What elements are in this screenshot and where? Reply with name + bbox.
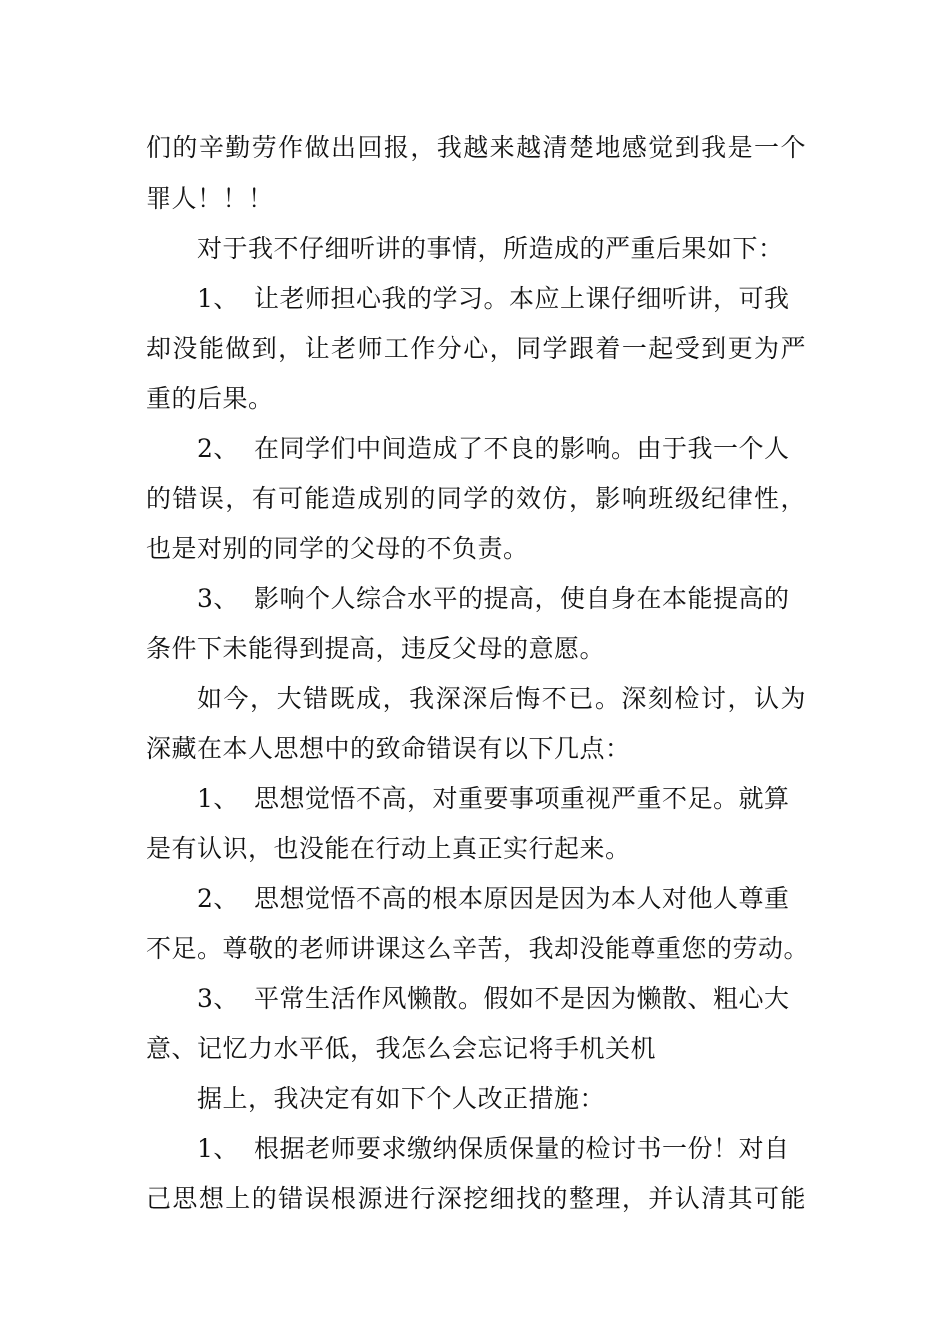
list-number: 2、 [197, 884, 239, 913]
text-line: 也是对别的同学的父母的不负责。 [146, 534, 529, 563]
text-line: 对于我不仔细听讲的事情，所造成的严重后果如下： [197, 234, 784, 263]
text-line: 是有认识，也没能在行动上真正实行起来。 [146, 834, 631, 863]
text-line: 条件下未能得到提高，违反父母的意愿。 [146, 634, 606, 663]
list-text: 让老师担心我的学习。本应上课仔细听讲，可我 [254, 284, 790, 313]
list-text: 平常生活作风懒散。假如不是因为懒散、粗心大 [254, 984, 790, 1013]
text-line: 重的后果。 [146, 384, 274, 413]
list-item [197, 979, 806, 1019]
list-item [197, 579, 806, 619]
list-number: 3、 [197, 584, 239, 613]
text-line: 意、记忆力水平低，我怎么会忘记将手机关机 [146, 1034, 657, 1063]
list-item [197, 1129, 806, 1169]
list-text: 在同学们中间造成了不良的影响。由于我一个人 [254, 434, 790, 463]
text-line: 深藏在本人思想中的致命错误有以下几点： [146, 734, 631, 763]
text-line: 如今，大错既成，我深深后悔不已。深刻检讨，认为 [197, 684, 806, 713]
list-text: 影响个人综合水平的提高，使自身在本能提高的 [254, 584, 790, 613]
text-line: 的错误，有可能造成别的同学的效仿，影响班级纪律性， [146, 484, 806, 513]
text-line: 们的辛勤劳作做出回报，我越来越清楚地感觉到我是一个 [146, 133, 806, 162]
list-text: 思想觉悟不高，对重要事项重视严重不足。就算 [254, 784, 790, 813]
list-item [197, 779, 806, 819]
list-number: 3、 [197, 984, 239, 1013]
text-line: 据上，我决定有如下个人改正措施： [197, 1084, 606, 1113]
list-item [197, 879, 806, 919]
list-item [197, 429, 806, 469]
list-text: 思想觉悟不高的根本原因是因为本人对他人尊重 [254, 884, 790, 913]
text-line: 己思想上的错误根源进行深挖细找的整理，并认清其可能 [146, 1184, 806, 1213]
list-number: 1、 [197, 784, 239, 813]
list-number: 1、 [197, 284, 239, 313]
text-line: 不足。尊敬的老师讲课这么辛苦，我却没能尊重您的劳动。 [146, 934, 810, 963]
list-text: 根据老师要求缴纳保质保量的检讨书一份！对自 [254, 1134, 790, 1163]
list-number: 1、 [197, 1134, 239, 1163]
list-item [197, 279, 806, 319]
text-line: 罪人！！！ [146, 184, 274, 213]
text-line: 却没能做到，让老师工作分心，同学跟着一起受到更为严 [146, 334, 806, 363]
list-number: 2、 [197, 434, 239, 463]
